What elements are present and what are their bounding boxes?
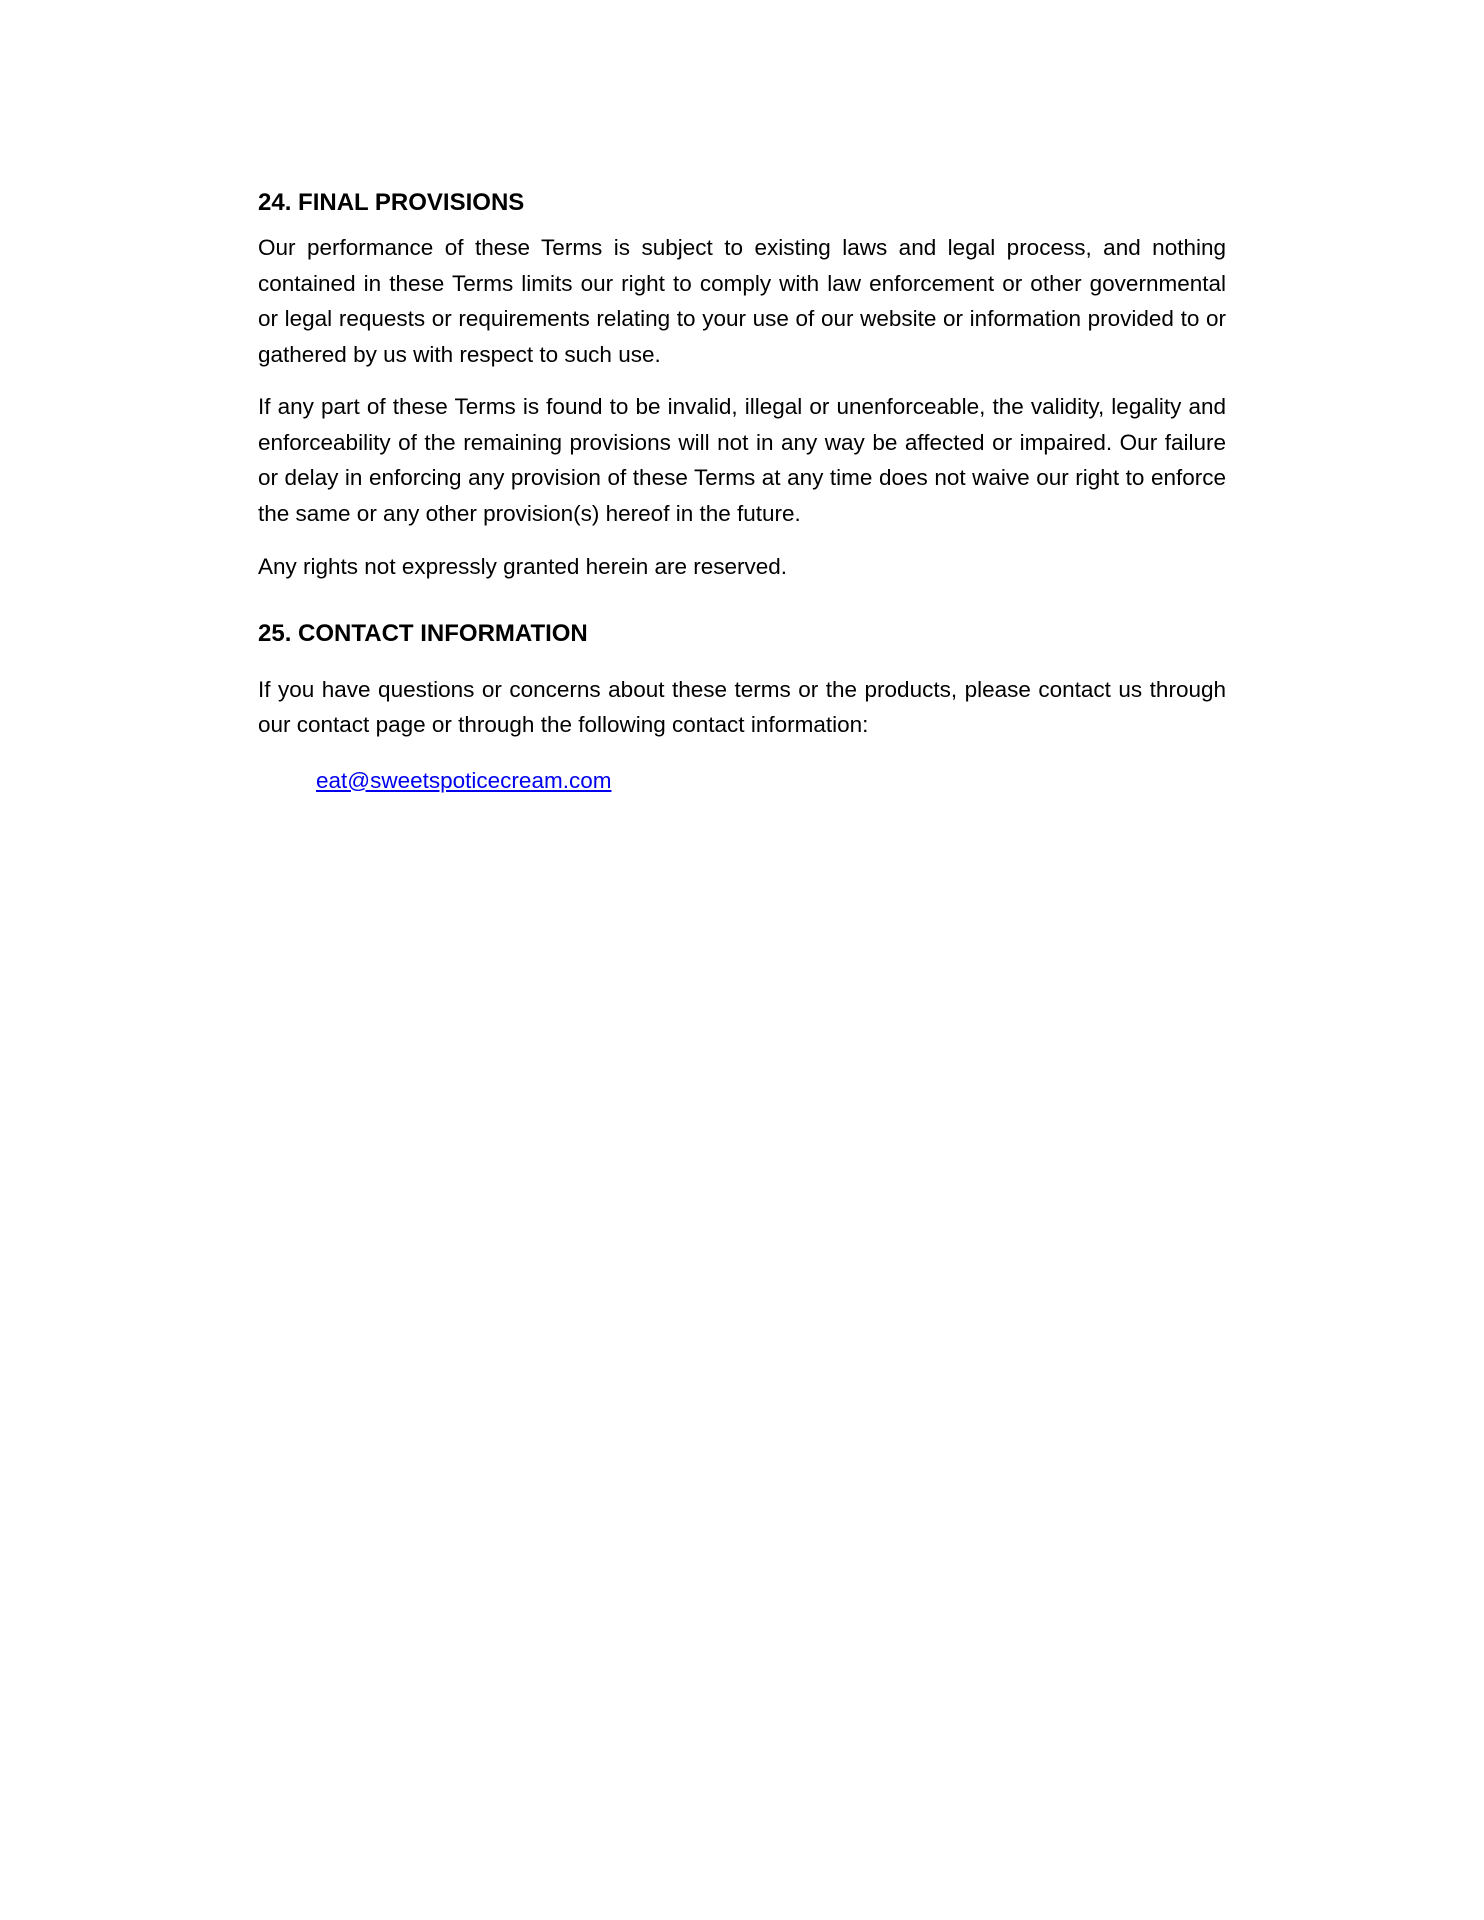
section-heading-contact-information: 25. CONTACT INFORMATION bbox=[258, 619, 588, 647]
final-provisions-paragraph-3: Any rights not expressly granted herein are reserved. bbox=[258, 554, 788, 579]
section-heading-final-provisions: 24. FINAL PROVISIONS bbox=[258, 189, 525, 216]
contact-information-paragraph: If you have questions or concerns about these terms or the products, please contact us through our contact page or through the following contact information: bbox=[258, 676, 1226, 737]
contact-email-link[interactable]: eat@sweetspoticecream.com bbox=[316, 767, 612, 793]
email-line bbox=[258, 763, 1226, 798]
final-provisions-paragraph-2: If any part of these Terms is found to be invalid, illegal or unenforceable, the validity, legality and enforceability of the remaining provisions will not in any way be affected or impaired. Our failure or delay in enforcing any provision of these Terms at any time does not waive our right to enforce the same or any other provision(s) hereof in the future. bbox=[258, 394, 1226, 526]
document-content bbox=[258, 180, 1226, 798]
final-provisions-paragraph-1: Our performance of these Terms is subject to existing laws and legal process, and nothing contained in these Terms limits our right to comply with law enforcement or other governmental or legal requests or requirements relating to your use of our website or information provided to or gathered by us with respect to such use. bbox=[258, 235, 1226, 367]
